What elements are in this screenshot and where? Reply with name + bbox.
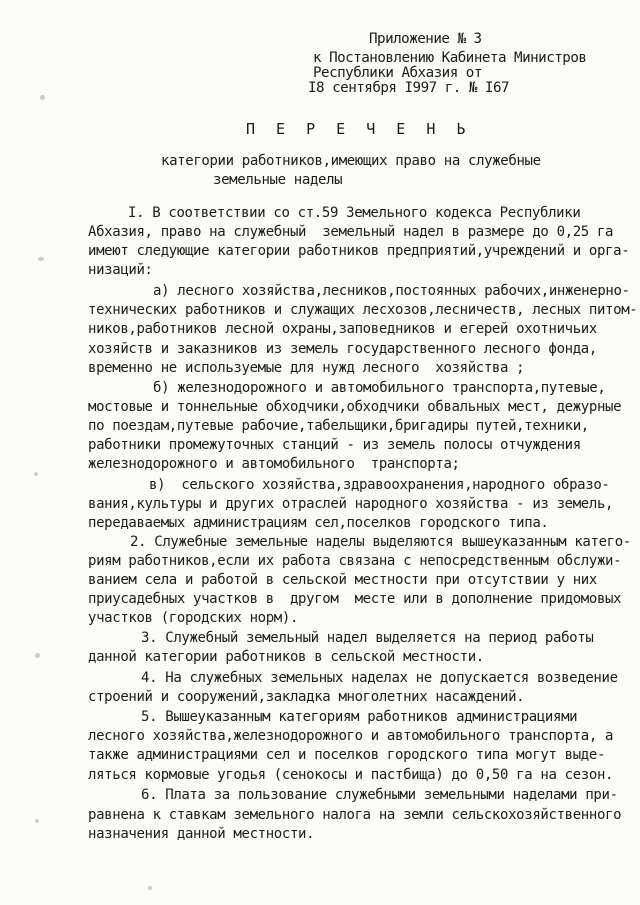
body-line: мостовые и тоннельные обходчики,обходчики обвальных мест, дежурные [88, 399, 622, 415]
appendix-number: Приложение № 3 [369, 31, 482, 47]
body-line: назначения данной местности. [88, 826, 315, 842]
body-line: работники промежуточных станций - из земель полосы отчуждения [88, 437, 581, 453]
body-line: по поездам,путевые рабочие,табельщики,бригадиры путей,техники, [88, 418, 589, 434]
body-line: строений и сооружений,закладка многолетних насаждений. [88, 689, 525, 705]
body-line: ников,работников лесной охраны,заповедников и егерей охотничьих [88, 321, 597, 337]
body-line: 3. Служебный земельный надел выделяется на период работы [141, 630, 594, 646]
body-line: вания,культуры и других отраслей народного хозяйства - из земель, [88, 496, 614, 512]
subtitle-line-2: земельные наделы [213, 172, 343, 188]
body-line: риям работников,если их работа связана с непосредственным обслужи- [88, 553, 622, 569]
body-line: данной категории работников в сельской местности. [88, 649, 484, 665]
resolution-date: I8 сентября I997 г. № I67 [308, 80, 510, 96]
scan-speck [40, 95, 45, 100]
body-line: также администрациями сел и поселков городского типа могут выде- [88, 747, 606, 763]
scan-speck [34, 472, 38, 476]
document-title: П Е Р Е Ч Е Н Ь [246, 120, 472, 138]
republic-reference: Республики Абхазия от [313, 65, 482, 81]
resolution-reference: к Постановлению Кабинета Министров [313, 50, 587, 66]
body-line: временно не используемые для нужд лесного хозяйства ; [88, 360, 525, 376]
subtitle-line-1: категории работников,имеющих право на служебные [161, 153, 541, 169]
body-line: 6. Плата за пользование служебными земельными наделами при- [141, 787, 618, 803]
body-line: 5. Вышеуказанным категориям работников администрациями [141, 709, 578, 725]
body-line: приусадебных участков в другом месте или в дополнение придомовых [88, 591, 622, 607]
body-line: низаций: [88, 262, 153, 278]
scan-speck [35, 653, 40, 658]
body-line: участков (городских норм). [88, 610, 299, 626]
body-line: железнодорожного и автомобильного транспорта; [88, 456, 460, 472]
body-line: Абхазия, право на служебный земельный надел в размере до 0,25 га [88, 224, 614, 240]
body-line: лесного хозяйства,железнодорожного и автомобильного транспорта, а [88, 728, 614, 744]
body-line: имеют следующие категории работников предприятий,учреждений и орга- [88, 243, 630, 259]
body-line: ванием села и работой в сельской местности при отсутствии у них [88, 572, 597, 588]
body-line: передаваемых администрациям сел,поселков городского типа. [88, 515, 549, 531]
body-line: равнена к ставкам земельного налога на земли сельскохозяйственного [88, 807, 622, 823]
body-line: хозяйств и заказников из земель государственного лесного фонда, [88, 341, 597, 357]
body-line: б) железнодорожного и автомобильного транспорта,путевые, [153, 380, 606, 396]
body-line: 4. На служебных земельных наделах не допускается возведение [141, 670, 618, 686]
body-line: I. В соответствии со ст.59 Земельного кодекса Республики [128, 205, 581, 221]
scan-speck [35, 819, 39, 823]
scan-speck [38, 257, 44, 261]
body-line: 2. Служебные земельные наделы выделяются вышеуказанным катего- [130, 534, 631, 550]
body-line: а) лесного хозяйства,лесников,постоянных рабочих,инженерно- [153, 283, 630, 299]
body-line: в) сельского хозяйства,здравоохранения,народного образо- [149, 477, 610, 493]
scan-speck [148, 886, 152, 890]
body-line: ляться кормовые угодья (сенокосы и пастбища) до 0,50 га на сезон. [88, 767, 614, 783]
body-line: технических работников и служащих лесхозов,лесничеств, лесных питом- [88, 302, 638, 318]
